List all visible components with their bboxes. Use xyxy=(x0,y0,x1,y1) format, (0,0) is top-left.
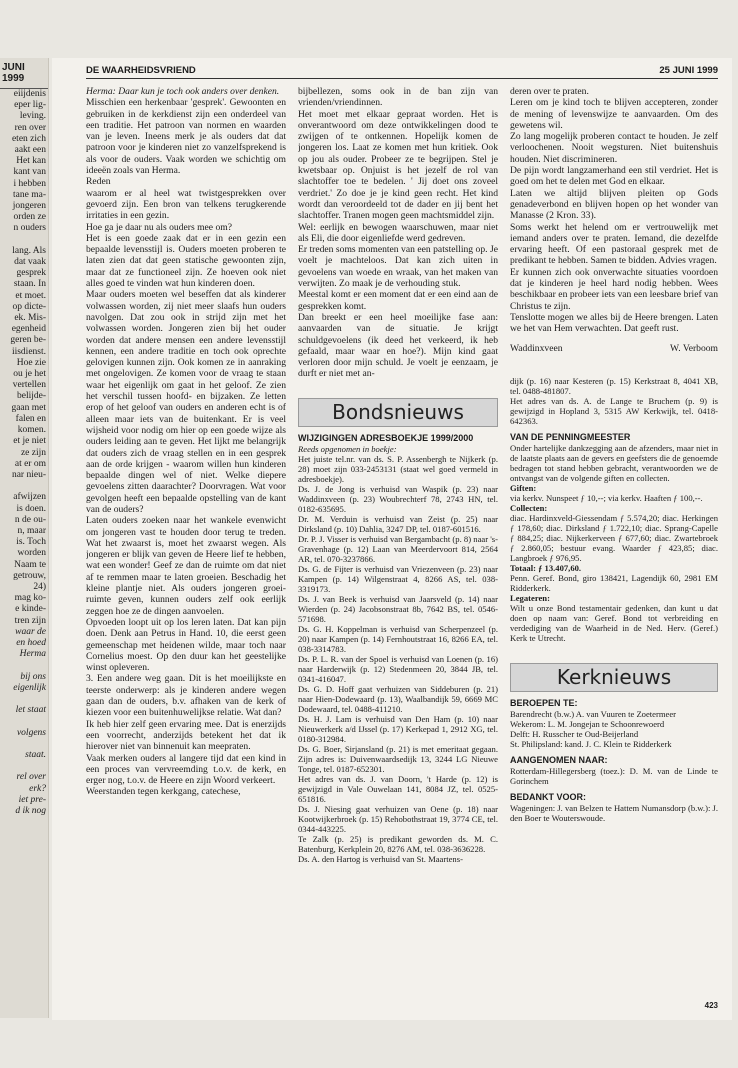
previous-page-line: d ik nog xyxy=(15,806,46,816)
address-change-item: Ds. H. J. Lam is verhuisd van Den Ham (p. 10) naar Nieuwerkerk a/d IJssel (p. 17) Kerkepad 1, 2912 XG, tel. 0180-312984. xyxy=(298,714,498,745)
paragraph: Misschien een herkenbaar 'gesprek'. Gewoonten en gebruiken in de kerkdienst zijn een onderdeel van een traditie. Het patroon van normen en waarden van je leven. Ineens merk je als ouders dat dat patroon voor je kinderen niet zo vanzelfsprekend is als voor de ouders. Vaak worden we schichtig om ideeën zoals van Herma. xyxy=(86,97,286,177)
previous-page-line: iisdienst. xyxy=(11,346,46,357)
previous-page-line: dat vaak xyxy=(14,257,46,268)
previous-page-line: egenheid xyxy=(11,324,46,335)
paragraph: Laten we altijd blijven pleiten op Gods genadeverbond en blijven hopen op het wonder van Manasse (2 Kron. 33). xyxy=(510,187,718,222)
previous-page-line: ren over xyxy=(14,122,46,133)
previous-page-line: n ouders xyxy=(13,223,46,234)
previous-page-line: jongeren xyxy=(12,201,46,212)
paragraph: De pijn wordt langzamerhand een stil verdriet. Het is goed om het te delen met God en elkaar. xyxy=(510,165,718,188)
bondsnieuws-section xyxy=(298,433,498,864)
previous-page-line xyxy=(0,660,48,671)
paragraph: 3. Een andere weg gaan. Dit is het moeilijkste en teerste onderwerp: als je kinderen andere wegen gaan dan de ouders, b.v. afhaken van de kerk of kiezen voor een buitenhuwelijkse relatie. Wat dan? xyxy=(86,673,286,719)
penning-intro: Onder hartelijke dankzegging aan de afzenders, maar niet in de laatste plaats aan de gevers en geefsters die de genoemde bedragen tot stand hebben gebracht, verantwoorden we de ontvangst van de volgende giften en collecten. xyxy=(510,442,718,483)
kerknieuws-section xyxy=(510,698,718,823)
previous-page-line xyxy=(0,739,48,750)
address-change-item: Het adres van ds. A. de Lange te Bruchem (p. 9) is gewijzigd in Hopland 3, 5315 AW Kerkwijk, tel. 0418-642363. xyxy=(510,395,718,426)
previous-page-line: leving. xyxy=(19,111,46,122)
previous-page-line xyxy=(0,694,48,705)
previous-page-line: ek. Mis- xyxy=(14,313,46,324)
previous-page-line: kant van xyxy=(13,167,46,178)
previous-page-line: iet pre- xyxy=(18,794,46,805)
paragraph: Vaak merken ouders al langere tijd dat een kind in een proces van vervreemding t.o.v. de kerk, en erger nog, t.o.v. de Heere en zijn Woord verkeert. xyxy=(86,752,286,787)
previous-page-line: staat. xyxy=(25,749,46,760)
previous-page-line: gaan met xyxy=(11,402,46,413)
paragraph: Hoe ga je daar nu als ouders mee om? xyxy=(86,221,232,233)
address-changes-intro: Reeds opgenomen in boekje: xyxy=(298,444,397,455)
paragraph: Ik heb hier zelf geen ervaring mee. Dat is enerzijds een voorrecht, anderzijds betekent het dat ik hierover niet van binnenuit kan meepraten. xyxy=(86,718,286,753)
signature-author: W. Verboom xyxy=(670,342,718,354)
address-change-item: dijk (p. 16) naar Kesteren (p. 15) Kerkstraat 8, 4041 XB, tel. 0488-481807. xyxy=(510,375,718,396)
beroepen-item: Wekerom: L. M. Jongejan te Schoonrewoerd xyxy=(510,719,665,730)
previous-page-line: geren be- xyxy=(10,335,46,346)
column-3-body xyxy=(510,86,718,335)
previous-page-line: bij ons xyxy=(20,671,46,682)
previous-page-line: Herma xyxy=(19,649,46,660)
address-change-item: Ds. G. de Fijter is verhuisd van Vriezenveen (p. 23) naar Kampen (p. 14) Wilgenstraat 4, 8266 AS, tel. 038-3319173. xyxy=(298,564,498,595)
paragraph: Wel: eerlijk en bewogen waarschuwen, maar niet als Eli, die door eigenliefde werd gedreven. xyxy=(298,221,498,244)
previous-page-line: waar de xyxy=(15,626,46,637)
lead-quote: Herma: Daar kun je toch ook anders over denken. xyxy=(86,86,280,97)
issue-date: 25 JUNI 1999 xyxy=(659,65,718,76)
column-2 xyxy=(298,86,498,1006)
previous-page-line: 24) xyxy=(33,581,46,592)
address-change-item: Ds. G. H. Koppelman is verhuisd van Scherpenzeel (p. 20) naar Kampen (p. 14) Fernhoutstraat 16, 8266 EA, tel. 038-3314783. xyxy=(298,624,498,655)
previous-page-line: eigenlijk xyxy=(13,682,46,693)
paragraph: Reden xyxy=(86,176,111,188)
column-2-body xyxy=(298,86,498,380)
continued-address-list xyxy=(510,376,718,426)
previous-page-line: ou je het xyxy=(13,369,46,380)
collecten-label: Collecten: xyxy=(510,502,548,513)
previous-page-line: getrouw, xyxy=(13,570,46,581)
previous-page-line: gesprek xyxy=(16,268,46,279)
paragraph: Het moet met elkaar gepraat worden. Het is onverantwoord om deze ontwikkelingen dood te zwijgen of te ontkennen. Hopelijk komen de jongeren los. Laat ze komen met hun kritiek. Ook op jou als ouder. Probeer ze te begrijpen. Stel je kwetsbaar op. Onjuist is het jezelf de rol van slachtoffer toe te bedelen. ' Jij doet ons zoveel verdriet.' Zo doe je je kind geen recht. Het kind wordt dan veroordeeld tot de dader en jij bent het slachtoffer. Tranen mogen geen machtsmiddel zijn. xyxy=(298,108,498,222)
page-number: 423 xyxy=(704,1001,718,1010)
aangenomen-label: AANGENOMEN NAAR: xyxy=(510,755,608,766)
paragraph: Weerstanden tegen kerkgang, catechese, xyxy=(86,786,241,798)
beroepen-label: BEROEPEN TE: xyxy=(510,698,578,709)
paragraph: Het is een goede zaak dat er in een gezin een bepaalde levensstijl is. Ouders moeten proberen te laten zien dat dat geen statische gewoonten zijn, maar dat ze functioneel zijn. Ze hoeven ook niet alles goed te vinden wat hun kinderen doen. xyxy=(86,232,286,290)
paragraph: Laten ouders zoeken naar het wankele evenwicht om jongeren vast te houden door terug te treden. Wat het zwaarst is, moet het zwaarst wegen. Als jongeren er blijk van geven de Heere lief te hebben, wat een wonder! Geef ze dan de ruimte om dat niet af te remmen maar te laten groeien. Beschadig het kleine plantje niet. Als ouders jongeren groei- ruimte geven, kunnen ouders zelf ook eerlijk zeggen hoe ze de dingen aanvoelen. xyxy=(86,515,286,617)
paragraph: bijbellezen, soms ook in de ban zijn van vrienden/vriendinnen. xyxy=(298,86,498,109)
paragraph: Tenslotte mogen we alles bij de Heere brengen. Laten we het van Hem verwachten. Dat geeft rust. xyxy=(510,311,718,335)
previous-page-line: volgens xyxy=(16,727,46,738)
previous-page-line: is. Toch xyxy=(16,537,46,548)
paragraph: Leren om je kind toch te blijven accepteren, zonder de mening of levenswijze te aanvaarden. Om des gewetens wil. xyxy=(510,97,718,131)
signature-place: Waddinxveen xyxy=(510,342,563,354)
previous-page-line: n de ou- xyxy=(14,514,46,525)
address-change-item: Dr. P. J. Visser is verhuisd van Bergambacht (p. 8) naar 's-Gravenhage (p. 12) Laan van Meerdervoort 814, 2564 AR, tel. 070-3237866. xyxy=(298,534,498,565)
previous-page-line: en hoed xyxy=(16,637,46,648)
previous-page-line: staan. In xyxy=(13,279,46,290)
paragraph: Meestal komt er een moment dat er een eind aan de gesprekken komt. xyxy=(298,289,498,312)
legaten-label: Legateren: xyxy=(510,592,550,603)
previous-page-line: orden ze xyxy=(13,212,46,223)
address-change-item: Dr. M. Verduin is verhuisd van Zeist (p. 25) naar Dirksland (p. 10) Dahlia, 3247 DP, tel. 0187-601516. xyxy=(298,514,498,535)
address-change-item: Ds. A. den Hartog is verhuisd van St. Maartens- xyxy=(298,854,463,865)
paragraph: Er treden soms momenten van een patstelling op. Je voelt je machteloos. Dat kan zich uiten in gevoelens van woede en wraak, van het maken van verwijten. Zo maak je de verhouding stuk. xyxy=(298,244,498,290)
column-3 xyxy=(510,86,718,1006)
bondsnieuws-heading: Bondsnieuws xyxy=(298,398,498,427)
paragraph: Zo lang mogelijk proberen contact te houden. Je zelf verloochenen. Nooit wegsturen. Niet buitenshuis houden. Niet discrimineren. xyxy=(510,131,718,165)
previous-page-line: let staat xyxy=(15,705,46,716)
previous-page-line: is doen. xyxy=(16,503,46,514)
kerknieuws-heading: Kerknieuws xyxy=(510,663,718,692)
paragraph: waarom er al heel wat twistgesprekken over gevoerd zijn. Een bron van telkens terugkerende irritaties in een gezin. xyxy=(86,187,286,222)
legaten-text: Wilt u onze Bond testamentair gedenken, dan kunt u dat doen op naam van: Geref. Bond tot verbreiding en verdediging van de Waarheid in de Ned. Herv. (Geref.) Kerk te Utrecht. xyxy=(510,602,718,643)
address-change-item: Ds. J. Niesing gaat verhuizen van Oene (p. 18) naar Kootwijkerbroek (p. 15) Rehobothstraat 19, 3774 CE, tel. 0344-443225. xyxy=(298,804,498,835)
previous-page-line: nar nieu- xyxy=(11,469,46,480)
address-changes-title: WIJZIGINGEN ADRESBOEKJE 1999/2000 xyxy=(298,433,474,444)
address-change-item: Ds. J. van Beek is verhuisd van Jaarsveld (p. 14) naar Wierden (p. 24) Jacobsonstraat 8b, 7642 BS, tel. 0546-571698. xyxy=(298,594,498,625)
beroepen-item: St. Philipsland: kand. J. C. Klein te Ridderkerk xyxy=(510,739,672,750)
previous-page-line: tane ma- xyxy=(13,189,46,200)
previous-page-line: belijde- xyxy=(16,391,46,402)
totaal-extra: Penn. Geref. Bond, giro 138421, Lagendijk 60, 2981 EM Ridderkerk. xyxy=(510,572,718,593)
previous-page-line: eiijdenis xyxy=(13,89,46,99)
address-change-item: Ds. J. de Jong is verhuisd van Waspik (p. 23) naar Waddinxveen (p. 23) Woubrechterf 78, 2743 HN, tel. 0182-635695. xyxy=(298,484,498,515)
previous-page-line: i hebben xyxy=(13,178,46,189)
previous-page-line: eten zich xyxy=(11,133,46,144)
previous-page-line: mag ko- xyxy=(14,593,46,604)
column-1-body xyxy=(86,97,286,797)
bedankt-text: Wageningen: J. van Belzen te Hattem Numansdorp (b.w.): J. den Boer te Wouterswoude. xyxy=(510,803,718,824)
previous-page-line xyxy=(0,761,48,772)
previous-page-line: et moet. xyxy=(15,290,46,301)
paragraph: Opvoeden loopt uit op los leren laten. Dat kan pijn doen. Denk aan Petrus in Hand. 10, die eerst geen gemeenschap met heidenen wilde, maar toch naar Cornelius moest. Op den duur kan het geestelijke winst opleveren. xyxy=(86,616,286,674)
bedankt-label: BEDANKT VOOR: xyxy=(510,792,586,803)
totaal-text: Totaal: ƒ 13.407,60. xyxy=(510,562,582,573)
previous-page-line: op dicte- xyxy=(12,301,46,312)
address-change-item: Ds. G. Boer, Sirjansland (p. 21) is met emeritaat gegaan. Zijn adres is: Duivenwaardsedijk 13, 3244 LG Nieuwe Tonge, tel. 0187-652301. xyxy=(298,744,498,775)
previous-page-line xyxy=(0,481,48,492)
previous-page-line xyxy=(0,716,48,727)
previous-page-line: tren zijn xyxy=(14,615,46,626)
beroepen-item: Barendrecht (b.w.) A. van Vuuren te Zoetermeer xyxy=(510,709,677,720)
penning-title: VAN DE PENNINGMEESTER xyxy=(510,431,631,442)
collecten-text: diac. Hardinxveld-Giessendam ƒ 5.574,20; diac. Herkingen ƒ 178,60; diac. Dirksland ƒ 1.722,10; diac. Sprang-Capelle ƒ 884,25; diac. Nijkerkerveen ƒ 677,60; diac. Zwartebroek ƒ 2.860,05; bestuur evang. Waarder ƒ 423,85; diac. Langbroek ƒ 976,95. xyxy=(510,512,718,563)
signature xyxy=(510,343,718,354)
publication-title: DE WAARHEIDSVRIEND xyxy=(86,65,196,76)
aangenomen-text: Rotterdam-Hillegersberg (toez.): D. M. van de Linde te Gorinchem xyxy=(510,766,718,787)
beroepen-list xyxy=(510,709,718,749)
previous-page-line: Naam te xyxy=(14,559,46,570)
giften-text: via kerkv. Nunspeet ƒ 10,--; via kerkv. Haaften ƒ 100,--. xyxy=(510,492,703,503)
previous-page-line: n, maar xyxy=(17,525,46,536)
address-change-item: Ds. G. D. Hoff gaat verhuizen van Siddeburen (p. 21) naar Hien-Dodewaard (p. 13), Waalbandijk 59, 6669 MC Dodewaard, tel. 0488-411210. xyxy=(298,684,498,715)
address-changes-list xyxy=(298,454,498,864)
previous-page-edge xyxy=(0,58,49,1018)
paragraph: Maar ouders moeten wel beseffen dat als kinderer volwassen worden, zij niet meer slaafs hun ouders navolgen. Dat zou ook in strijd zijn met het volwassen worden. Jongeren zien bij het ouder worden dat andere mensen een andere levensstijl kennen, een andere traditie en toch ook oprechte gelovigen kunnen zijn. Ook komen ze in aanraking met ongelovigen. Ze komen voor de vraag te staan waar het eigenlijk om gaat in het geloof. Ze zien het verschil tussen hoofd- en bijzaken. Ze letten erop of het geloof van ouders en anderen echt is of alleen maar iets van de buitenkant. Er is veel wijsheid voor nodig om hier op een goede wijze als ouders leiding aan te geven. Het lijkt me belangrijk dat ouders zich de vraag stellen en in een gesprek aan de orde krijgen - waarom willen hun kinderen bepaalde dingen wel of niet. Welke diepere gevoelens zitten daarachter? Doorvragen. Wat voor gevolgen heeft een bepaalde opstelling van de kant van de ouders? xyxy=(86,289,286,515)
previous-page-line xyxy=(0,235,48,246)
previous-page-line: aakt een xyxy=(14,145,46,156)
previous-page-line: afwijzen xyxy=(13,492,46,503)
previous-page-line: Hoe zie xyxy=(16,357,46,368)
paragraph: deren over te praten. xyxy=(510,86,589,97)
paragraph: Dan breekt er een heel moeilijke fase aan: aanvaarden van de situatie. Je krijgt schuldgevoelens (ik deed het verkeerd, ik heb gefaald, maar waar en hoe?). Mijn kind gaat verloren door mijn schuld. Je voelt je eenzaam, je durft er niet met an- xyxy=(298,311,498,380)
column-1 xyxy=(86,86,286,1006)
running-header xyxy=(86,64,718,79)
previous-page-line: rel over xyxy=(16,772,46,783)
previous-page-line: worden xyxy=(17,548,46,559)
previous-page-line: ze zijn xyxy=(20,447,46,458)
beroepen-item: Delft: H. Russcher te Oud-Beijerland xyxy=(510,729,639,740)
address-change-item: Het juiste tel.nr. van ds. S. P. Assenbergh te Nijkerk (p. 28) moet zijn 033-2453131 (staat wel goed vermeld in adresboekje). xyxy=(298,454,498,485)
previous-page-line: vertellen xyxy=(12,380,46,391)
newspaper-page xyxy=(52,58,732,1020)
previous-page-line: erk? xyxy=(29,783,46,794)
previous-page-line: eper lig- xyxy=(14,100,46,111)
giften-label: Giften: xyxy=(510,482,537,493)
paragraph: Soms werkt het helend om er vertrouwelijk met iemand anders over te praten. Iemand, die dezelfde ervaring heeft. Of een pastoraal gesprek met de predikant te hebben. Samen te bidden. Advies vragen. xyxy=(510,221,718,267)
previous-page-line: falen en xyxy=(15,413,46,424)
address-change-item: Te Zalk (p. 25) is predikant geworden ds. M. C. Batenburg, Kerkplein 20, 8276 AM, tel. 038-3636228. xyxy=(298,834,498,855)
previous-page-line: lang. Als xyxy=(12,245,46,256)
previous-page-line: at er om xyxy=(14,458,46,469)
continued-addresses xyxy=(510,376,718,643)
address-change-item: Het adres van ds. J. van Doorn, 't Harde (p. 12) is gewijzigd in Vale Ouwelaan 141, 8084 JZ, tel. 0525-651816. xyxy=(298,774,498,805)
paragraph: Er kunnen zich ook onverwachte situaties voordoen dat je kinderen je heel hard nodig hebben. Wees beschikbaar en probeer iets van een leesbare brief van Christus te zijn. xyxy=(510,266,718,312)
previous-page-line: e kinde- xyxy=(15,604,46,615)
previous-page-header: JUNI 1999 xyxy=(0,58,48,89)
address-change-item: Ds. P. L. R. van der Spoel is verhuisd van Loenen (p. 16) naar Harderwijk (p. 12) Stedenmeen 20, 3844 JB, tel. 0341-416047. xyxy=(298,654,498,685)
previous-page-fragments xyxy=(0,89,48,817)
previous-page-line: Het kan xyxy=(16,156,46,167)
previous-page-line: komen. xyxy=(17,425,46,436)
previous-page-line: et je niet xyxy=(13,436,46,447)
